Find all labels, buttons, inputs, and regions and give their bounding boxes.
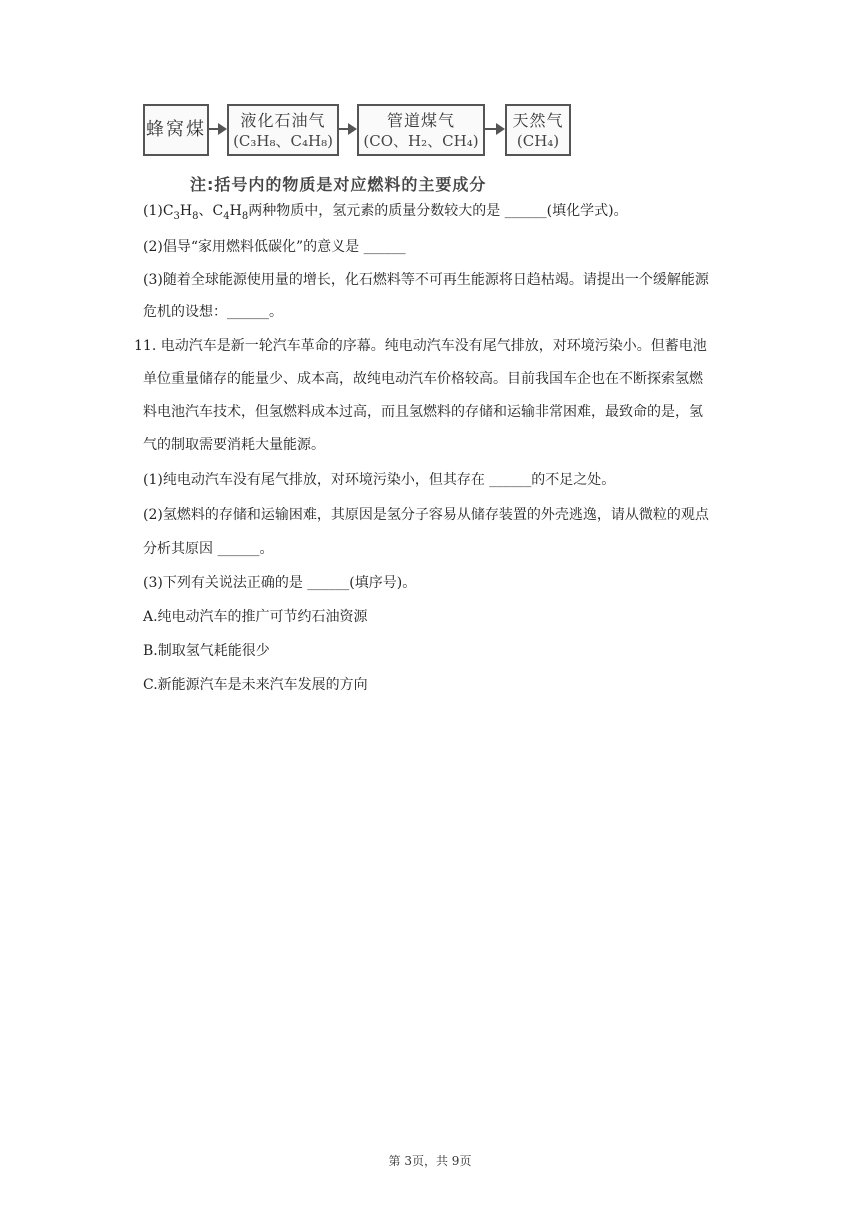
flow-box-label: 天然气: [512, 111, 564, 130]
flow-box-formula: (CO、H₂、CH₄): [363, 132, 479, 150]
q11-option-b: B.制取氢气耗能很少: [143, 643, 270, 659]
flow-box-lpg: [227, 104, 339, 156]
q10-subquestion-3-line2: 危机的设想：______。: [143, 304, 283, 320]
flow-box-formula: (C₃H₈、C₄H₈): [233, 132, 333, 150]
q10-subquestion-1: [143, 202, 628, 226]
q11-stem-line2: 单位重量储存的能量少、成本高，故纯电动汽车价格较高。目前我国车企也在不断探索氢燃: [143, 371, 703, 387]
flow-arrow: [485, 128, 503, 130]
formula-part: 、C: [198, 203, 224, 219]
diagram-note: 注:括号内的物质是对应燃料的主要成分: [190, 175, 487, 194]
flow-arrow: [209, 128, 225, 130]
q10-subquestion-3-line1: (3)随着全球能源使用量的增长，化石燃料等不可再生能源将日趋枯竭。请提出一个缓解能源: [143, 272, 709, 288]
flow-box-natural-gas: [505, 104, 571, 156]
q11-stem-line4: 气的制取需要消耗大量能源。: [143, 437, 325, 453]
subscript: 3: [173, 210, 180, 222]
q11-subquestion-2-line2: 分析其原因 ______。: [143, 541, 274, 557]
q11-subquestion-3: (3)下列有关说法正确的是 ______(填序号)。: [143, 575, 417, 591]
q10-subquestion-2: (2)倡导“家用燃料低碳化”的意义是 ______: [143, 239, 406, 255]
q11-subquestion-1: (1)纯电动汽车没有尾气排放，对环境污染小，但其存在 ______的不足之处。: [143, 472, 616, 488]
formula-part: H: [179, 203, 193, 219]
question-text: 两种物质中，氢元素的质量分数较大的是 ______(填化学式)。: [248, 203, 628, 219]
q11-option-a: A.纯电动汽车的推广可节约石油资源: [143, 609, 368, 625]
flow-box-label: 蜂窝煤: [146, 119, 206, 140]
q11-subquestion-2-line1: (2)氢燃料的存储和运输困难，其原因是氢分子容易从储存装置的外壳逃逸，请从微粒的观点: [143, 507, 709, 523]
flow-arrow: [339, 128, 355, 130]
flow-box-label: 液化石油气: [240, 111, 326, 130]
flow-box-formula: (CH₄): [516, 132, 560, 150]
q11-stem-line1: 11. 电动汽车是新一轮汽车革命的序幕。纯电动汽车没有尾气排放，对环境污染小。但蓄电池: [134, 338, 707, 354]
page-number: 第 3页，共 9页: [388, 1154, 472, 1168]
subscript: 4: [223, 210, 230, 222]
subscript: 8: [241, 210, 249, 222]
fuel-evolution-diagram: [143, 104, 573, 160]
flow-box-label: 管道煤气: [386, 111, 455, 130]
flow-box-honeycomb-coal: [143, 104, 209, 156]
formula-part: H: [229, 203, 242, 219]
q11-stem-line3: 料电池汽车技术，但氢燃料成本过高，而且氢燃料的存储和运输非常困难，最致命的是，氢: [143, 404, 703, 420]
formula-part: (1)C: [143, 203, 174, 219]
q11-option-c: C.新能源汽车是未来汽车发展的方向: [143, 677, 368, 693]
flow-box-pipeline-gas: [357, 104, 485, 156]
subscript: 8: [192, 210, 199, 222]
